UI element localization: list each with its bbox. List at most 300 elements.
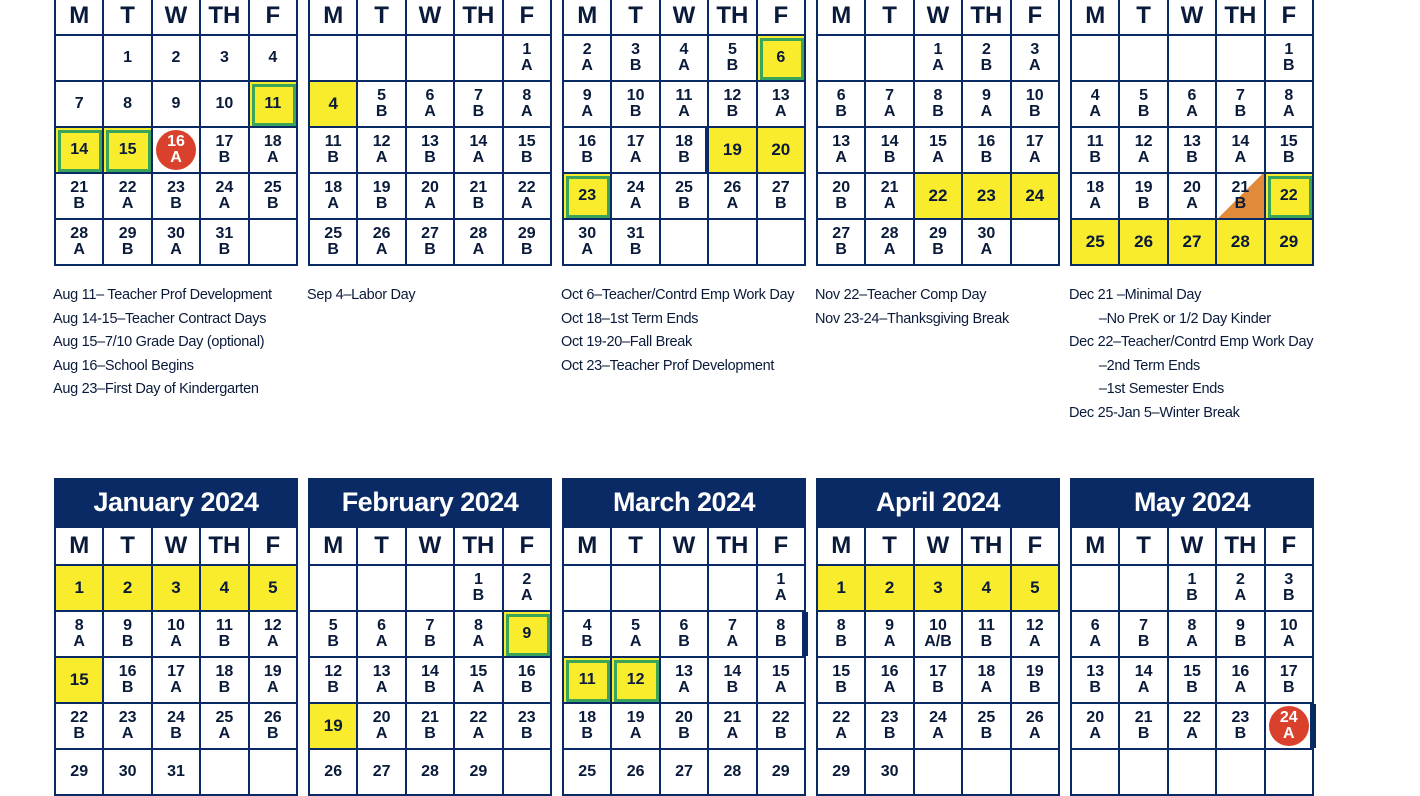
day-cell <box>56 612 104 658</box>
day-number: 15 <box>832 663 851 680</box>
ab-day-letter: B <box>932 103 944 120</box>
day-cell <box>1120 704 1168 750</box>
ab-day-letter: B <box>678 149 690 166</box>
day-cell <box>455 612 503 658</box>
may-2024-calendar <box>1070 478 1314 796</box>
ab-day-letter: B <box>327 149 339 166</box>
ab-day-letter: B <box>218 633 231 650</box>
day-cell <box>1120 174 1168 220</box>
day-cell <box>709 658 757 704</box>
day-cell <box>1120 82 1168 128</box>
day-cell <box>963 128 1011 174</box>
day-cell <box>963 658 1011 704</box>
day-cell <box>661 704 709 750</box>
day-cell <box>866 36 914 82</box>
day-cell <box>153 566 201 612</box>
day-number: 9 <box>522 625 532 642</box>
day-number: 16 <box>880 663 899 680</box>
day-number: 24 <box>1279 709 1298 726</box>
note-line: Oct 23–Teacher Prof Development <box>561 357 775 374</box>
day-number: 23 <box>880 709 899 726</box>
day-cell <box>709 128 757 174</box>
ab-day-letter: B <box>375 103 388 120</box>
ab-day-letter: A <box>472 149 485 166</box>
day-cell <box>818 36 866 82</box>
day-number: 15 <box>1183 663 1201 680</box>
day-number: 18 <box>263 133 282 150</box>
day-number: 12 <box>372 133 391 150</box>
ab-day-letter: A <box>1089 103 1101 120</box>
day-cell <box>1120 220 1168 266</box>
ab-day-letter: B <box>775 633 787 650</box>
month-notes <box>815 284 1009 331</box>
ab-day-letter: B <box>1283 679 1295 696</box>
day-number: 22 <box>832 709 851 726</box>
august-2023-calendar <box>54 0 298 266</box>
day-number: 16 <box>167 133 185 150</box>
weekday-header: F <box>504 528 552 566</box>
ab-day-letter: A <box>1186 195 1198 212</box>
ab-day-letter: B <box>883 149 896 166</box>
day-number: 25 <box>215 709 234 726</box>
day-cell <box>201 36 249 82</box>
day-number: 13 <box>1183 133 1201 150</box>
day-number: 9 <box>1235 617 1245 634</box>
day-cell <box>153 220 201 266</box>
day-cell <box>1266 612 1314 658</box>
day-number: 30 <box>880 763 899 780</box>
ab-day-letter: B <box>980 633 993 650</box>
day-cell <box>1012 750 1060 796</box>
weekday-header: W <box>407 528 455 566</box>
ab-day-letter: B <box>1089 679 1101 696</box>
weekday-header: TH <box>963 528 1011 566</box>
ab-day-letter: B <box>121 679 134 696</box>
day-cell <box>250 658 298 704</box>
ab-day-letter: B <box>678 725 690 742</box>
day-number: 5 <box>631 617 641 634</box>
day-cell <box>1012 82 1060 128</box>
day-number: 20 <box>832 179 851 196</box>
day-number: 16 <box>1231 663 1250 680</box>
ab-day-letter: B <box>932 679 944 696</box>
day-number: 22 <box>70 709 89 726</box>
day-number: 26 <box>263 709 282 726</box>
day-cell <box>201 82 249 128</box>
weekday-header: M <box>1072 0 1120 36</box>
ab-day-letter: A <box>375 149 388 166</box>
day-cell <box>1012 128 1060 174</box>
day-number: 17 <box>167 663 185 680</box>
ab-day-letter: A <box>1029 57 1041 74</box>
day-cell <box>56 174 104 220</box>
day-cell <box>504 658 552 704</box>
day-number: 4 <box>328 94 338 113</box>
ab-day-letter: A <box>375 679 388 696</box>
month-notes <box>1069 284 1313 425</box>
day-cell <box>915 36 963 82</box>
day-cell <box>915 704 963 750</box>
day-cell <box>866 220 914 266</box>
event-circle <box>156 130 196 170</box>
day-number: 21 <box>469 179 488 196</box>
day-cell <box>612 704 660 750</box>
weekday-header: TH <box>455 528 503 566</box>
day-cell <box>153 612 201 658</box>
day-cell <box>758 658 806 704</box>
day-cell <box>56 704 104 750</box>
ab-day-letter: A <box>629 633 642 650</box>
day-cell <box>1217 704 1265 750</box>
day-number: 6 <box>425 87 435 104</box>
day-number: 22 <box>517 179 536 196</box>
note-line: Sep 4–Labor Day <box>307 287 416 303</box>
day-number: 14 <box>1134 663 1153 680</box>
weekday-header: T <box>104 528 152 566</box>
weekday-header: M <box>310 0 358 36</box>
day-number: 7 <box>473 87 483 104</box>
ab-day-letter: A <box>932 57 944 74</box>
day-number: 28 <box>70 225 89 242</box>
day-cell <box>455 566 503 612</box>
day-cell <box>612 128 660 174</box>
day-number: 19 <box>372 179 391 196</box>
ab-day-letter: B <box>472 195 485 212</box>
day-number: 9 <box>981 87 991 104</box>
day-cell <box>504 704 552 750</box>
day-cell <box>310 750 358 796</box>
day-cell <box>818 566 866 612</box>
ab-day-letter: A <box>726 725 739 742</box>
ab-day-letter: A <box>424 103 436 120</box>
day-cell <box>1072 566 1120 612</box>
day-cell <box>104 174 152 220</box>
day-number: 14 <box>1231 133 1250 150</box>
day-cell <box>758 36 806 82</box>
day-cell <box>915 612 963 658</box>
ab-day-letter: B <box>835 195 847 212</box>
day-cell <box>104 750 152 796</box>
day-cell <box>915 750 963 796</box>
day-number: 15 <box>69 670 89 689</box>
day-cell <box>915 82 963 128</box>
ab-day-letter: A <box>678 679 690 696</box>
ab-day-letter: A <box>581 103 593 120</box>
day-number: 11 <box>1086 133 1104 150</box>
day-cell <box>758 612 806 658</box>
day-cell <box>358 36 406 82</box>
ab-day-letter: A <box>267 633 279 650</box>
day-cell <box>504 174 552 220</box>
day-cell <box>201 128 249 174</box>
day-number: 1 <box>933 41 943 58</box>
ab-day-letter: B <box>726 679 739 696</box>
weekday-header: W <box>915 0 963 36</box>
day-number: 11 <box>324 133 342 150</box>
ab-day-letter: B <box>980 57 993 74</box>
day-cell <box>56 36 104 82</box>
ab-day-letter: B <box>1186 679 1198 696</box>
day-number: 23 <box>517 709 536 726</box>
day-cell <box>661 82 709 128</box>
ab-day-letter: B <box>629 57 642 74</box>
day-number: 18 <box>675 133 693 150</box>
day-cell <box>1169 704 1217 750</box>
ab-day-letter: A <box>980 679 993 696</box>
ab-day-letter: B <box>1029 103 1041 120</box>
december-2023-calendar <box>1070 0 1314 266</box>
ab-day-letter: A <box>521 587 533 604</box>
day-cell <box>358 750 406 796</box>
day-number: 7 <box>885 87 895 104</box>
day-number: 12 <box>723 87 742 104</box>
day-number: 8 <box>933 87 943 104</box>
day-cell <box>310 704 358 750</box>
day-number: 3 <box>219 49 229 66</box>
day-number: 27 <box>372 763 391 780</box>
day-cell <box>1072 658 1120 704</box>
weekday-header: TH <box>709 0 757 36</box>
ab-day-letter: B <box>267 195 279 212</box>
ab-day-letter: B <box>678 195 690 212</box>
ab-day-letter: B <box>472 587 485 604</box>
day-number: 27 <box>421 225 439 242</box>
day-number: 24 <box>167 709 185 726</box>
day-number: 16 <box>118 663 137 680</box>
day-cell <box>1072 612 1120 658</box>
ab-day-letter: B <box>472 103 485 120</box>
ab-day-letter: A <box>726 195 739 212</box>
weekday-header: T <box>612 0 660 36</box>
day-cell <box>866 658 914 704</box>
weekday-header: W <box>407 0 455 36</box>
day-cell <box>564 36 612 82</box>
ab-day-letter: A <box>1283 633 1295 650</box>
day-cell <box>818 750 866 796</box>
month-title: April 2024 <box>816 478 1060 526</box>
day-cell <box>866 750 914 796</box>
day-cell <box>407 174 455 220</box>
day-cell <box>250 566 298 612</box>
day-number: 25 <box>263 179 282 196</box>
ab-day-letter: B <box>121 241 134 258</box>
day-number: 29 <box>832 763 851 780</box>
day-cell <box>1169 750 1217 796</box>
event-circle <box>1269 706 1309 746</box>
day-number: 24 <box>626 179 645 196</box>
march-2024-calendar <box>562 478 806 796</box>
day-number: 22 <box>1279 187 1298 204</box>
day-number: 8 <box>473 617 483 634</box>
day-cell <box>407 750 455 796</box>
day-number: 3 <box>1030 41 1040 58</box>
ab-day-letter: B <box>424 725 436 742</box>
day-cell <box>564 566 612 612</box>
day-cell <box>1072 128 1120 174</box>
day-cell <box>758 566 806 612</box>
ab-day-letter: A <box>424 195 436 212</box>
note-line: –1st Semester Ends <box>1069 381 1224 397</box>
day-cell <box>1120 658 1168 704</box>
day-number: 17 <box>626 133 645 150</box>
ab-day-letter: B <box>218 149 231 166</box>
day-number: 15 <box>929 133 947 150</box>
day-cell <box>1120 612 1168 658</box>
day-number: 27 <box>1182 232 1202 251</box>
day-number: 6 <box>776 49 786 66</box>
day-number: 8 <box>123 95 133 112</box>
day-cell <box>56 128 104 174</box>
day-cell <box>661 750 709 796</box>
ab-day-letter: A <box>218 725 231 742</box>
ab-day-letter: A <box>581 57 593 74</box>
day-cell <box>709 566 757 612</box>
day-cell <box>1120 36 1168 82</box>
day-cell <box>201 704 249 750</box>
day-number: 12 <box>263 617 282 634</box>
day-cell <box>250 750 298 796</box>
day-cell <box>564 612 612 658</box>
weekday-header: W <box>153 0 201 36</box>
ab-day-letter: B <box>629 103 642 120</box>
day-number: 15 <box>118 141 137 158</box>
day-number: 25 <box>675 179 693 196</box>
weekday-header: F <box>250 528 298 566</box>
ab-day-letter: A <box>170 679 182 696</box>
ab-day-letter: A <box>835 725 847 742</box>
day-cell <box>709 220 757 266</box>
day-number: 16 <box>517 663 536 680</box>
day-cell <box>104 82 152 128</box>
ab-day-letter: B <box>1283 57 1295 74</box>
ab-day-letter: A <box>980 103 993 120</box>
day-cell <box>1169 220 1217 266</box>
day-cell <box>310 174 358 220</box>
day-cell <box>56 658 104 704</box>
day-number: 7 <box>425 617 435 634</box>
ab-day-letter: B <box>883 725 896 742</box>
ab-day-letter: B <box>521 149 533 166</box>
day-number: 22 <box>771 709 790 726</box>
day-number: 10 <box>167 617 185 634</box>
ab-day-letter: B <box>170 725 182 742</box>
day-number: 2 <box>522 571 532 588</box>
day-number: 24 <box>215 179 234 196</box>
day-cell <box>1169 36 1217 82</box>
ab-day-letter: A <box>375 241 388 258</box>
day-number: 20 <box>675 709 693 726</box>
ab-day-letter: A <box>883 633 896 650</box>
day-cell <box>455 220 503 266</box>
day-cell <box>250 704 298 750</box>
ab-day-letter: B <box>327 633 339 650</box>
weekday-header: F <box>758 0 806 36</box>
ab-day-letter: A <box>267 149 279 166</box>
day-number: 7 <box>1235 87 1245 104</box>
ab-day-letter: A <box>73 241 85 258</box>
ab-day-letter: B <box>980 149 993 166</box>
note-line: Dec 21 –Minimal Day <box>1069 287 1202 303</box>
day-number: 30 <box>578 225 597 242</box>
november-2023-calendar <box>816 0 1060 266</box>
ab-day-letter: A <box>472 725 485 742</box>
ab-day-letter: B <box>327 241 339 258</box>
day-cell <box>455 128 503 174</box>
day-cell <box>709 174 757 220</box>
note-line: Dec 22–Teacher/Contrd Emp Work Day <box>1069 334 1314 350</box>
ab-day-letter: A <box>267 679 279 696</box>
day-number: 6 <box>1090 617 1100 634</box>
ab-day-letter: A <box>932 725 944 742</box>
day-cell <box>915 128 963 174</box>
day-number: 10 <box>1025 87 1044 104</box>
day-number: 22 <box>928 186 948 205</box>
ab-day-letter: A <box>327 195 339 212</box>
month-title: February 2024 <box>308 478 552 526</box>
weekday-header: M <box>56 528 104 566</box>
weekday-header: T <box>866 0 914 36</box>
note-line: Aug 16–School Begins <box>53 357 194 374</box>
weekday-header: F <box>250 0 298 36</box>
day-cell <box>504 82 552 128</box>
month-grid <box>54 0 298 266</box>
day-cell <box>758 704 806 750</box>
ab-day-letter: A <box>170 149 182 166</box>
day-number: 11 <box>578 671 596 688</box>
ab-day-letter: A <box>775 679 787 696</box>
january-2024-calendar <box>54 478 298 796</box>
day-cell <box>1072 36 1120 82</box>
day-number: 28 <box>1230 232 1250 251</box>
day-number: 5 <box>268 578 278 597</box>
day-number: 8 <box>836 617 846 634</box>
day-number: 21 <box>421 709 439 726</box>
weekday-header: W <box>661 0 709 36</box>
ab-day-letter: A <box>121 725 134 742</box>
day-number: 30 <box>977 225 996 242</box>
ab-day-letter: A <box>1029 149 1041 166</box>
day-number: 1 <box>74 578 84 597</box>
day-cell <box>1072 174 1120 220</box>
month-title: January 2024 <box>54 478 298 526</box>
day-cell <box>358 128 406 174</box>
day-cell <box>1072 220 1120 266</box>
month-notes <box>561 284 794 378</box>
day-cell <box>915 566 963 612</box>
day-number: 18 <box>1086 179 1105 196</box>
ab-day-letter: B <box>726 57 739 74</box>
ab-day-letter: A <box>472 633 485 650</box>
day-number: 13 <box>372 663 391 680</box>
day-number: 20 <box>1183 179 1201 196</box>
weekday-header: TH <box>1217 0 1265 36</box>
day-number: 19 <box>1025 663 1044 680</box>
day-number: 28 <box>723 763 742 780</box>
note-line: Dec 25-Jan 5–Winter Break <box>1069 404 1240 421</box>
day-number: 8 <box>1284 87 1294 104</box>
day-number: 31 <box>215 225 234 242</box>
day-cell <box>1012 612 1060 658</box>
day-cell <box>709 82 757 128</box>
day-number: 29 <box>70 763 89 780</box>
day-cell <box>661 658 709 704</box>
october-2023-calendar <box>562 0 806 266</box>
day-number: 9 <box>123 617 133 634</box>
weekday-header: T <box>358 0 406 36</box>
day-number: 1 <box>836 578 846 597</box>
day-number: 31 <box>626 225 645 242</box>
day-cell <box>1266 704 1314 750</box>
